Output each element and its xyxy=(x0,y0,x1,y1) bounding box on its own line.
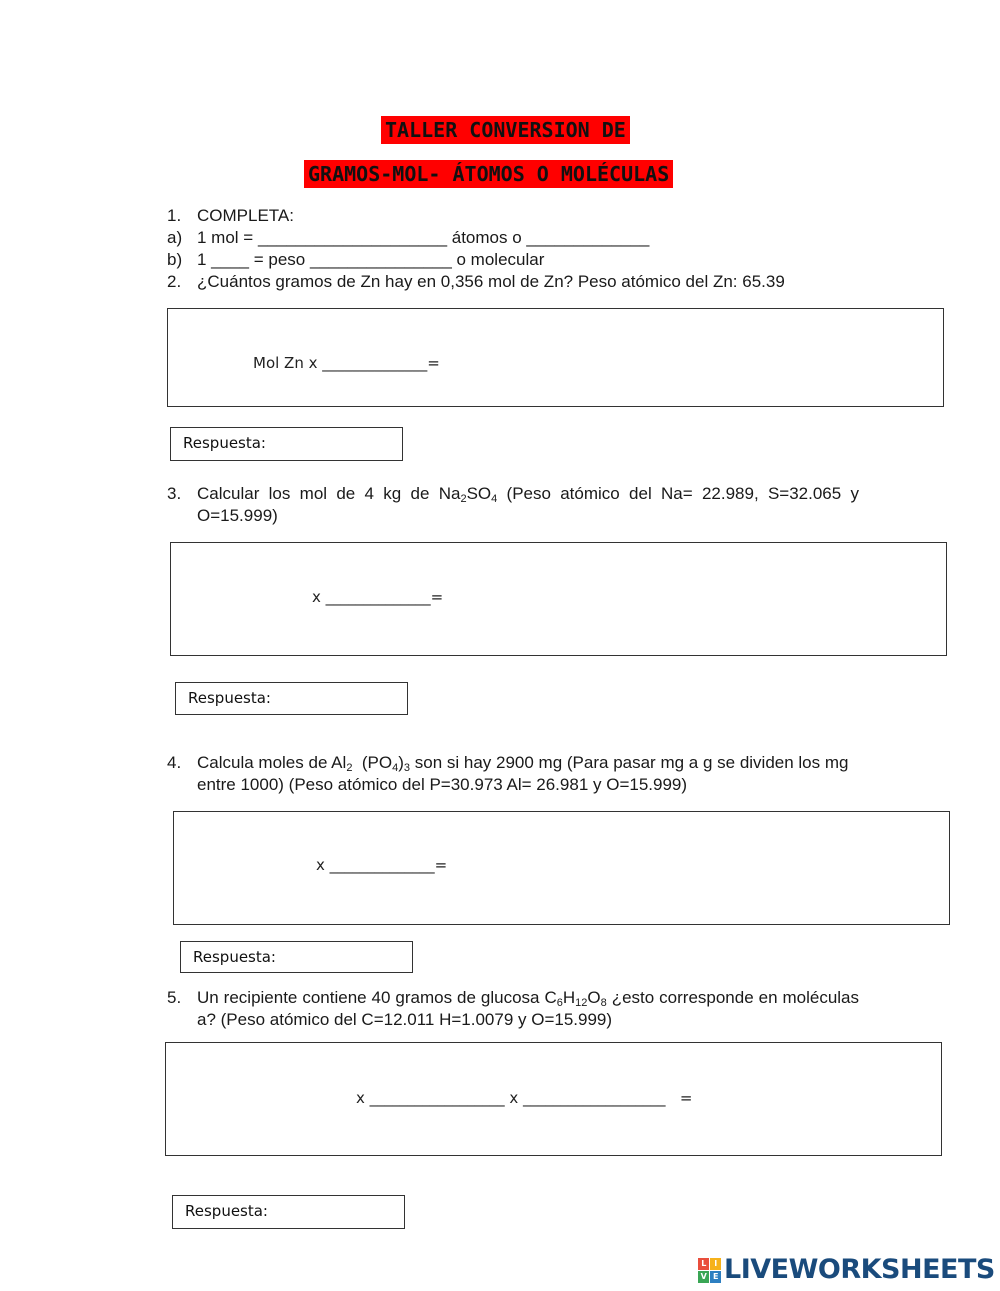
question-4 xyxy=(167,752,859,796)
question-number: 5. xyxy=(167,988,182,1007)
question-text: COMPLETA: xyxy=(197,206,294,225)
work-box-2[interactable] xyxy=(167,308,944,407)
formula-text: Mol Zn x ______________= xyxy=(253,354,440,372)
answer-field-3[interactable] xyxy=(175,682,408,715)
liveworksheets-logo[interactable] xyxy=(698,1254,995,1285)
work-box-3[interactable] xyxy=(170,542,947,656)
logo-icon: L I V E xyxy=(698,1258,721,1283)
question-number: 1. xyxy=(167,206,182,225)
formula-text: x ______________= xyxy=(316,856,448,874)
work-box-4[interactable] xyxy=(173,811,950,925)
question-1a xyxy=(167,227,649,249)
work-box-5[interactable] xyxy=(165,1042,942,1156)
formula-text: x ______________= xyxy=(312,588,444,606)
item-letter: a) xyxy=(167,228,183,247)
question-text: Calcular los mol de 4 kg de $Na_2SO_4$ (Peso atómico del Na= 22.989, S=32.065 y O=15.999) xyxy=(197,484,859,525)
answer-field-2[interactable] xyxy=(170,427,403,461)
fill-blank-text: 1 ____ = peso _______________ o molecular xyxy=(197,250,545,269)
fill-blank-text: 1 mol = ____________________ átomos o _____________ xyxy=(197,228,650,247)
answer-label: Respuesta: xyxy=(183,434,266,452)
answer-field-5[interactable] xyxy=(172,1195,405,1229)
answer-field-4[interactable] xyxy=(180,941,413,973)
item-letter: b) xyxy=(167,250,183,269)
logo-text: LIVEWORKSHEETS xyxy=(724,1254,995,1285)
question-2 xyxy=(167,271,785,293)
question-number: 2. xyxy=(167,272,182,291)
question-5 xyxy=(167,987,859,1031)
question-text: Calcula moles de $Al_2$ $(PO_4)_3$ son si hay 2900 mg (Para pasar mg a g se dividen los mg entre 1000) (Peso atómico del P=30.973 Al= 26.981 y O=15.999) xyxy=(197,753,849,794)
answer-label: Respuesta: xyxy=(193,948,276,966)
answer-label: Respuesta: xyxy=(188,689,271,707)
question-text: Un recipiente contiene 40 gramos de glucosa $C_6H_{12}O_8$ ¿esto corresponde en moléculas a? (Peso atómico del C=12.011 H=1.0079 y O=15.999) xyxy=(197,988,860,1029)
question-1b xyxy=(167,249,544,271)
question-1 xyxy=(167,205,294,227)
answer-label: Respuesta: xyxy=(185,1202,268,1220)
question-number: 3. xyxy=(167,484,182,503)
question-3 xyxy=(167,483,859,527)
formula-text: x __________________ x ___________________ = xyxy=(356,1089,693,1107)
question-text: ¿Cuántos gramos de Zn hay en 0,356 mol de Zn? Peso atómico del Zn: 65.39 xyxy=(197,272,785,291)
question-number: 4. xyxy=(167,753,182,772)
worksheet-title-line2: GRAMOS-MOL- ÁTOMOS O MOLÉCULAS xyxy=(304,160,673,188)
worksheet-title-line1: TALLER CONVERSION DE xyxy=(381,116,630,144)
